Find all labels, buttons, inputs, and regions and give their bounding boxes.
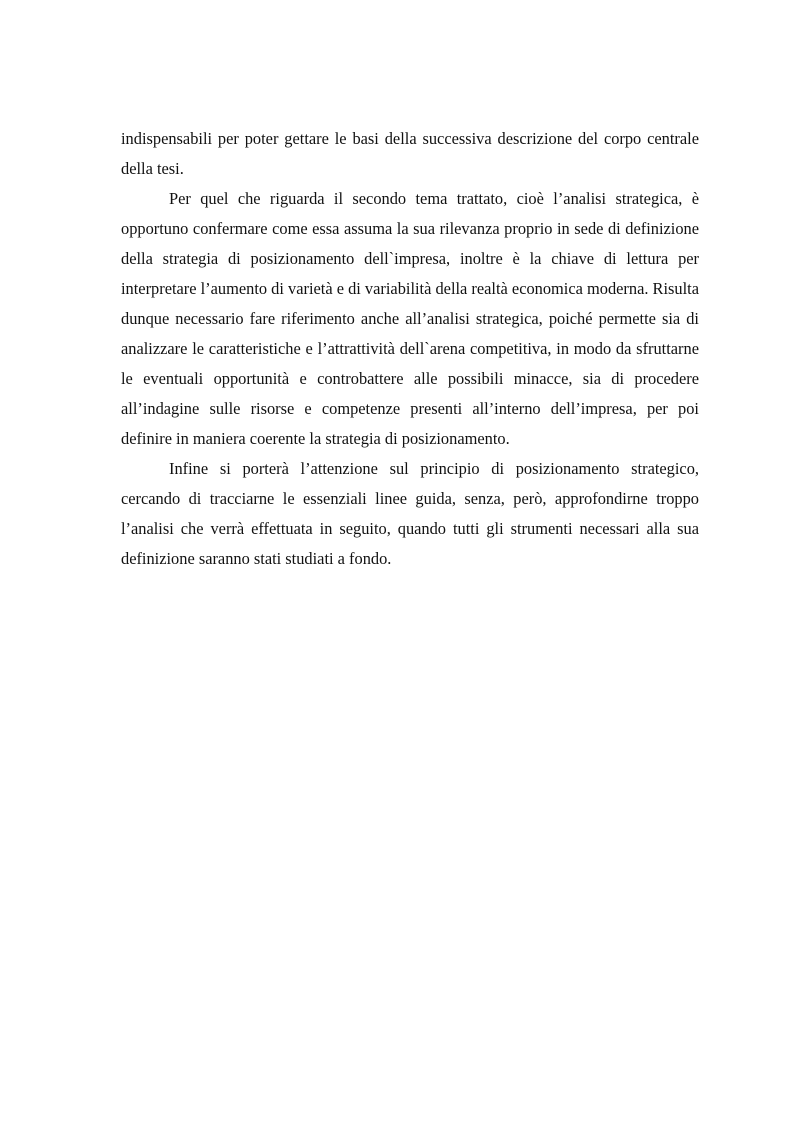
- paragraph-strategic-analysis: Per quel che riguarda il secondo tema trattato, cioè l’analisi strategica, è opportuno confermare come essa assuma la sua rilevanza proprio in sede di definizione della strategia di posizionamento dell`impresa, inoltre è la chiave di lettura per interpretare l’aumento di varietà e di variabilità della realtà economica moderna. Risulta dunque necessario fare riferimento anche all’analisi strategica, poiché permette sia di analizzare le caratteristiche e l’attrattività dell`arena competitiva, in modo da sfruttarne le eventuali opportunità e controbattere alle possibili minacce, sia di procedere all’indagine sulle risorse e competenze presenti all’interno dell’impresa, per poi definire in maniera coerente la strategia di posizionamento.: [121, 189, 699, 448]
- paragraph-positioning: Infine si porterà l’attenzione sul principio di posizionamento strategico, cercando di tracciarne le essenziali linee guida, senza, però, approfondirne troppo l’analisi che verrà effettuata in seguito, quando tutti gli strumenti necessari alla sua definizione saranno stati studiati a fondo.: [121, 459, 699, 568]
- body-text: [121, 124, 699, 574]
- paragraph-continuation: indispensabili per poter gettare le basi della successiva descrizione del corpo centrale della tesi.: [121, 129, 699, 178]
